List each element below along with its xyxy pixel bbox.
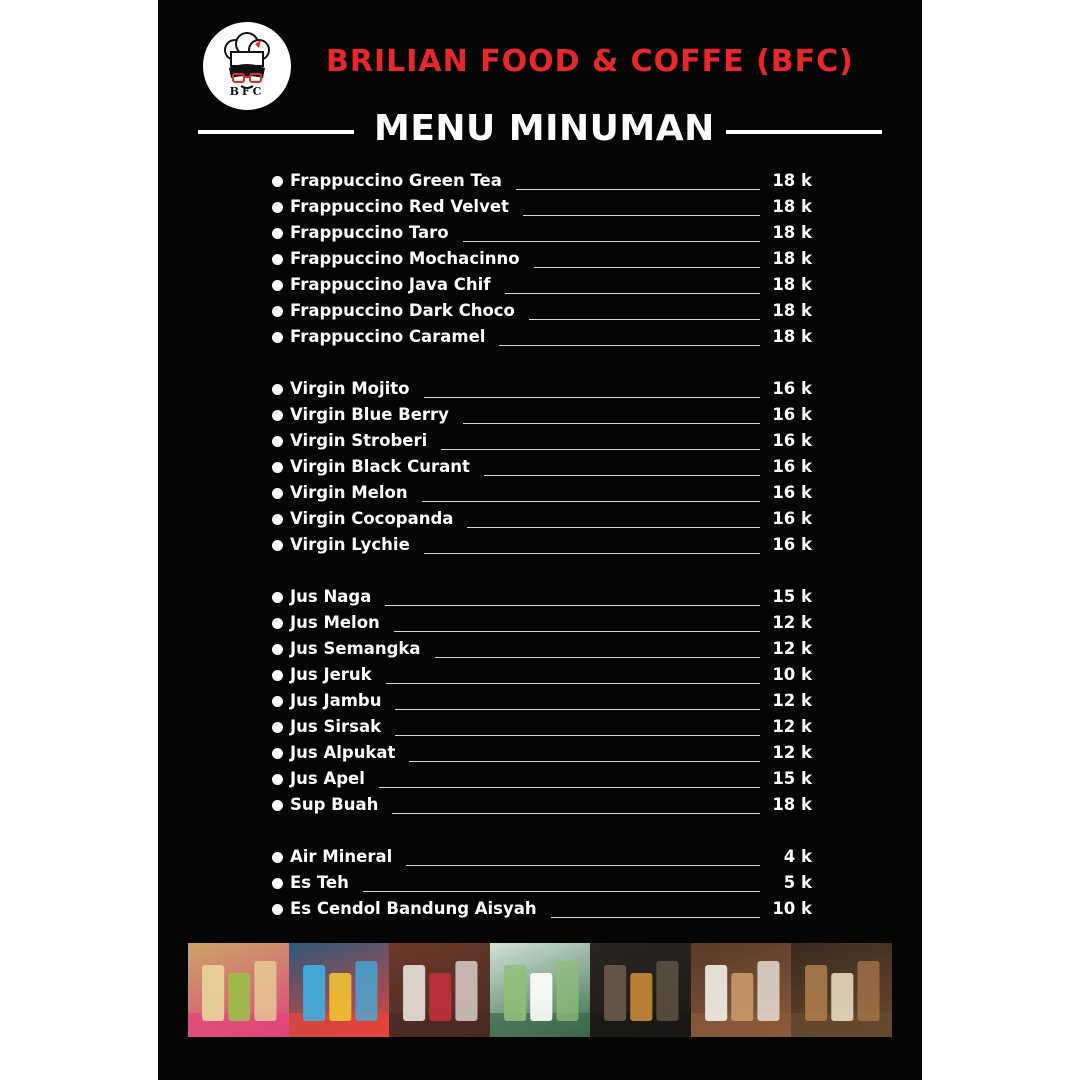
title-divider-right (726, 130, 882, 134)
menu-item (272, 610, 812, 636)
item-price: 12 k (772, 691, 812, 710)
bullet-icon (272, 436, 283, 447)
item-price: 15 k (772, 587, 812, 606)
item-name: Frappuccino Green Tea (290, 171, 502, 190)
photo-strip (188, 943, 892, 1037)
item-price: 16 k (772, 379, 812, 398)
item-name: Virgin Mojito (290, 379, 410, 398)
leader-line (463, 241, 760, 242)
item-name: Jus Apel (290, 769, 365, 788)
menu-item (272, 298, 812, 324)
item-name: Jus Naga (290, 587, 372, 606)
leader-line (422, 501, 760, 502)
menu-item (272, 584, 812, 610)
item-name: Jus Alpukat (290, 743, 396, 762)
menu-group (272, 376, 812, 558)
item-name: Virgin Cocopanda (290, 509, 454, 528)
item-price: 18 k (772, 249, 812, 268)
espresso-machine-photo (590, 943, 691, 1037)
menu-item (272, 870, 812, 896)
menu-item (272, 532, 812, 558)
item-name: Frappuccino Caramel (290, 327, 486, 346)
menu-group (272, 168, 812, 350)
leader-line (467, 527, 760, 528)
item-name: Air Mineral (290, 847, 393, 866)
item-name: Frappuccino Taro (290, 223, 449, 242)
bullet-icon (272, 592, 283, 603)
item-name: Jus Jambu (290, 691, 382, 710)
item-name: Frappuccino Dark Choco (290, 301, 515, 320)
leader-line (409, 761, 760, 762)
leader-line (505, 293, 761, 294)
item-price: 16 k (772, 509, 812, 528)
red-velvet-drinks-photo (389, 943, 490, 1037)
leader-line (499, 345, 760, 346)
menu-item (272, 220, 812, 246)
bullet-icon (272, 774, 283, 785)
bullet-icon (272, 462, 283, 473)
leader-line (379, 787, 760, 788)
bullet-icon (272, 280, 283, 291)
item-price: 4 k (783, 847, 812, 866)
item-price: 16 k (772, 431, 812, 450)
menu-item (272, 506, 812, 532)
bullet-icon (272, 514, 283, 525)
menu-item (272, 194, 812, 220)
item-price: 18 k (772, 795, 812, 814)
item-name: Frappuccino Red Velvet (290, 197, 509, 216)
item-price: 16 k (772, 535, 812, 554)
menu-item (272, 454, 812, 480)
brand-name: BRILIAN FOOD & COFFE (BFC) (326, 44, 854, 79)
bullet-icon (272, 904, 283, 915)
item-price: 18 k (772, 197, 812, 216)
leader-line (395, 735, 760, 736)
juice-glasses-photo (188, 943, 289, 1037)
item-name: Es Cendol Bandung Aisyah (290, 899, 537, 918)
leader-line (424, 397, 760, 398)
item-name: Es Teh (290, 873, 349, 892)
bullet-icon (272, 488, 283, 499)
menu-title: MENU MINUMAN (374, 108, 715, 149)
bullet-icon (272, 618, 283, 629)
menu-poster (158, 0, 922, 1080)
item-price: 18 k (772, 223, 812, 242)
item-price: 18 k (772, 327, 812, 346)
item-name: Jus Jeruk (290, 665, 372, 684)
leader-line (484, 475, 760, 476)
leader-line (424, 553, 760, 554)
bullet-icon (272, 410, 283, 421)
leader-line (363, 891, 760, 892)
leader-line (551, 917, 760, 918)
item-price: 18 k (772, 301, 812, 320)
bullet-icon (272, 852, 283, 863)
item-price: 16 k (772, 483, 812, 502)
item-price: 12 k (772, 743, 812, 762)
cappuccino-photo (791, 943, 892, 1037)
leader-line (392, 813, 760, 814)
item-price: 16 k (772, 457, 812, 476)
green-tea-frappe-photo (490, 943, 591, 1037)
item-name: Frappuccino Mochacinno (290, 249, 520, 268)
menu-item (272, 246, 812, 272)
leader-line (534, 267, 760, 268)
layered-mocktail-photo (289, 943, 390, 1037)
bullet-icon (272, 540, 283, 551)
bullet-icon (272, 644, 283, 655)
menu-item (272, 662, 812, 688)
menu-item (272, 714, 812, 740)
leader-line (523, 215, 760, 216)
item-price: 12 k (772, 639, 812, 658)
item-price: 5 k (783, 873, 812, 892)
menu-item (272, 480, 812, 506)
leader-line (406, 865, 760, 866)
bullet-icon (272, 670, 283, 681)
bullet-icon (272, 254, 283, 265)
item-name: Virgin Lychie (290, 535, 410, 554)
bullet-icon (272, 176, 283, 187)
leader-line (394, 631, 760, 632)
item-price: 12 k (772, 717, 812, 736)
menu-item (272, 636, 812, 662)
menu-item (272, 376, 812, 402)
item-name: Jus Melon (290, 613, 380, 632)
item-name: Virgin Blue Berry (290, 405, 449, 424)
drink-menu (272, 168, 812, 948)
logo-text: BFC (229, 85, 265, 98)
bullet-icon (272, 748, 283, 759)
item-price: 16 k (772, 405, 812, 424)
item-name: Virgin Stroberi (290, 431, 428, 450)
leader-line (386, 683, 760, 684)
bullet-icon (272, 202, 283, 213)
menu-item (272, 402, 812, 428)
leader-line (516, 189, 760, 190)
bullet-icon (272, 696, 283, 707)
item-name: Jus Semangka (290, 639, 421, 658)
leader-line (385, 605, 760, 606)
item-price: 10 k (772, 665, 812, 684)
item-price: 12 k (772, 613, 812, 632)
menu-item (272, 688, 812, 714)
leader-line (441, 449, 760, 450)
menu-item (272, 428, 812, 454)
item-price: 10 k (772, 899, 812, 918)
menu-group (272, 844, 812, 922)
item-name: Sup Buah (290, 795, 379, 814)
item-name: Virgin Black Curant (290, 457, 470, 476)
item-price: 15 k (772, 769, 812, 788)
menu-item (272, 896, 812, 922)
bullet-icon (272, 332, 283, 343)
bullet-icon (272, 878, 283, 889)
menu-item (272, 766, 812, 792)
leader-line (435, 657, 760, 658)
bullet-icon (272, 384, 283, 395)
leader-line (463, 423, 760, 424)
menu-item (272, 792, 812, 818)
menu-title-row (198, 108, 882, 158)
menu-item (272, 740, 812, 766)
menu-group (272, 584, 812, 818)
menu-item (272, 324, 812, 350)
leader-line (529, 319, 760, 320)
item-name: Jus Sirsak (290, 717, 382, 736)
latte-art-photo (691, 943, 792, 1037)
bfc-logo (203, 22, 291, 110)
bullet-icon (272, 306, 283, 317)
menu-item (272, 272, 812, 298)
leader-line (395, 709, 760, 710)
title-divider-left (198, 130, 354, 134)
item-price: 18 k (772, 171, 812, 190)
bullet-icon (272, 228, 283, 239)
item-price: 18 k (772, 275, 812, 294)
bullet-icon (272, 722, 283, 733)
item-name: Virgin Melon (290, 483, 408, 502)
item-name: Frappuccino Java Chif (290, 275, 491, 294)
menu-item (272, 844, 812, 870)
menu-item (272, 168, 812, 194)
bullet-icon (272, 800, 283, 811)
